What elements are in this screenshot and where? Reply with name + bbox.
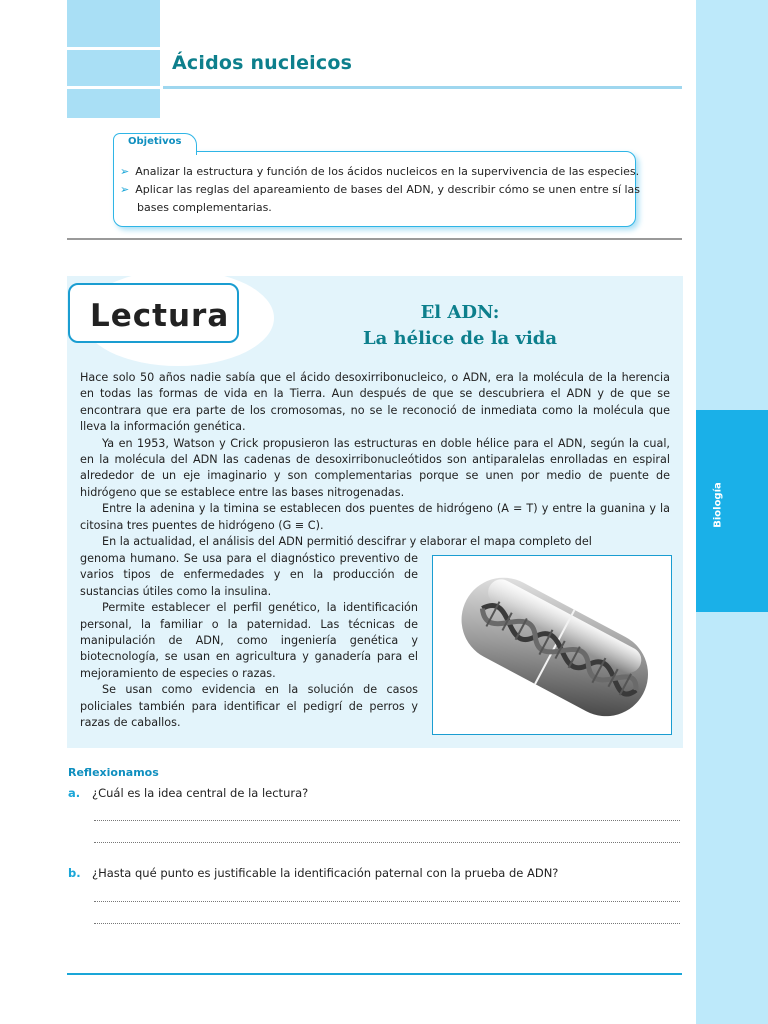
reading-badge-label: Lectura bbox=[90, 298, 230, 334]
arrow-bullet-icon: ➢ bbox=[120, 183, 130, 196]
paragraph-2: Ya en 1953, Watson y Crick propusieron las estructuras en doble hélice para el ADN, según la cual, en la molécula del ADN las cadenas de desoxirribonucleótidos son antiparalelas enrolladas en espiral alrededor de un eje imaginario y son complementarias porque se unen por medio de puente de hidrógeno que se establece entre las bases nitrogenadas. bbox=[80, 436, 670, 499]
paragraph-1: Hace solo 50 años nadie sabía que el ácido desoxirribonucleico, o ADN, era la molécula de la herencia en todas las formas de vida en la Tierra. Aun después de que se descubriera el ADN y de que se encontrara que era parte de los cromosomas, no se le reconoció de inmediata como la molécula que lleva la información genética. bbox=[80, 371, 670, 434]
header-gap bbox=[160, 47, 163, 118]
objective-item-2: ➢ Aplicar las reglas del apareamiento de bases del ADN, y describir cómo se unen entre sí las bbox=[120, 183, 641, 196]
header-block-middle bbox=[67, 50, 160, 86]
question-a-text: ¿Cuál es la idea central de la lectura? bbox=[92, 786, 309, 800]
paragraph-5: Permite establecer el perfil genético, la identificación personal, la familiar o la paternidad. Las técnicas de manipulación de ADN, como ingeniería genética y biotecnología, se usan en agricultura y ganadería para el mejoramiento de especies o razas. bbox=[80, 601, 418, 680]
answer-line-a-2[interactable] bbox=[94, 842, 680, 843]
question-a-letter: a. bbox=[68, 786, 81, 800]
objective-item-1: ➢ Analizar la estructura y función de los ácidos nucleicos en la supervivencia de las especies. bbox=[120, 165, 640, 178]
subject-tab-label: Biología bbox=[712, 482, 724, 528]
objectives-label: Objetivos bbox=[113, 133, 197, 155]
subject-tab bbox=[696, 410, 768, 612]
paragraph-3: Entre la adenina y la timina se establecen dos puentes de hidrógeno (A = T) y entre la guanina y la citosina tres puentes de hidrógeno (G ≡ C). bbox=[80, 502, 670, 532]
reading-body-left bbox=[80, 551, 418, 731]
paragraph-4-first-line: En la actualidad, el análisis del ADN permitió descifrar y elaborar el mapa completo del bbox=[102, 535, 592, 549]
section-divider bbox=[67, 238, 682, 240]
dna-capsule-image bbox=[432, 555, 672, 735]
answer-line-b-1[interactable] bbox=[94, 901, 680, 902]
question-b-letter: b. bbox=[68, 866, 81, 880]
objective-item-2-continuation: bases complementarias. bbox=[137, 201, 272, 214]
answer-line-a-1[interactable] bbox=[94, 820, 680, 821]
footer-rule bbox=[67, 973, 682, 975]
paragraph-4-rest: genoma humano. Se usa para el diagnóstico preventivo de varios tipos de enfermedades y en la producción de sustancias útiles como la insulina. bbox=[80, 552, 418, 598]
header-block-top bbox=[67, 0, 160, 47]
arrow-bullet-icon: ➢ bbox=[120, 165, 130, 178]
question-b-text: ¿Hasta qué punto es justificable la identificación paternal con la prueba de ADN? bbox=[92, 866, 559, 880]
reading-title-line-2: La hélice de la vida bbox=[362, 328, 558, 349]
header-underline bbox=[163, 86, 682, 89]
reading-title-line-1: El ADN: bbox=[420, 302, 500, 323]
reflection-heading: Reflexionamos bbox=[68, 766, 159, 779]
paragraph-6: Se usan como evidencia en la solución de casos policiales también para identificar el pedigrí de perros y razas de caballos. bbox=[80, 683, 418, 730]
answer-line-b-2[interactable] bbox=[94, 923, 680, 924]
dna-capsule-illustration bbox=[433, 556, 672, 735]
reading-body-top bbox=[80, 370, 670, 550]
header-block-bottom bbox=[67, 89, 160, 118]
page-title: Ácidos nucleicos bbox=[172, 52, 353, 74]
